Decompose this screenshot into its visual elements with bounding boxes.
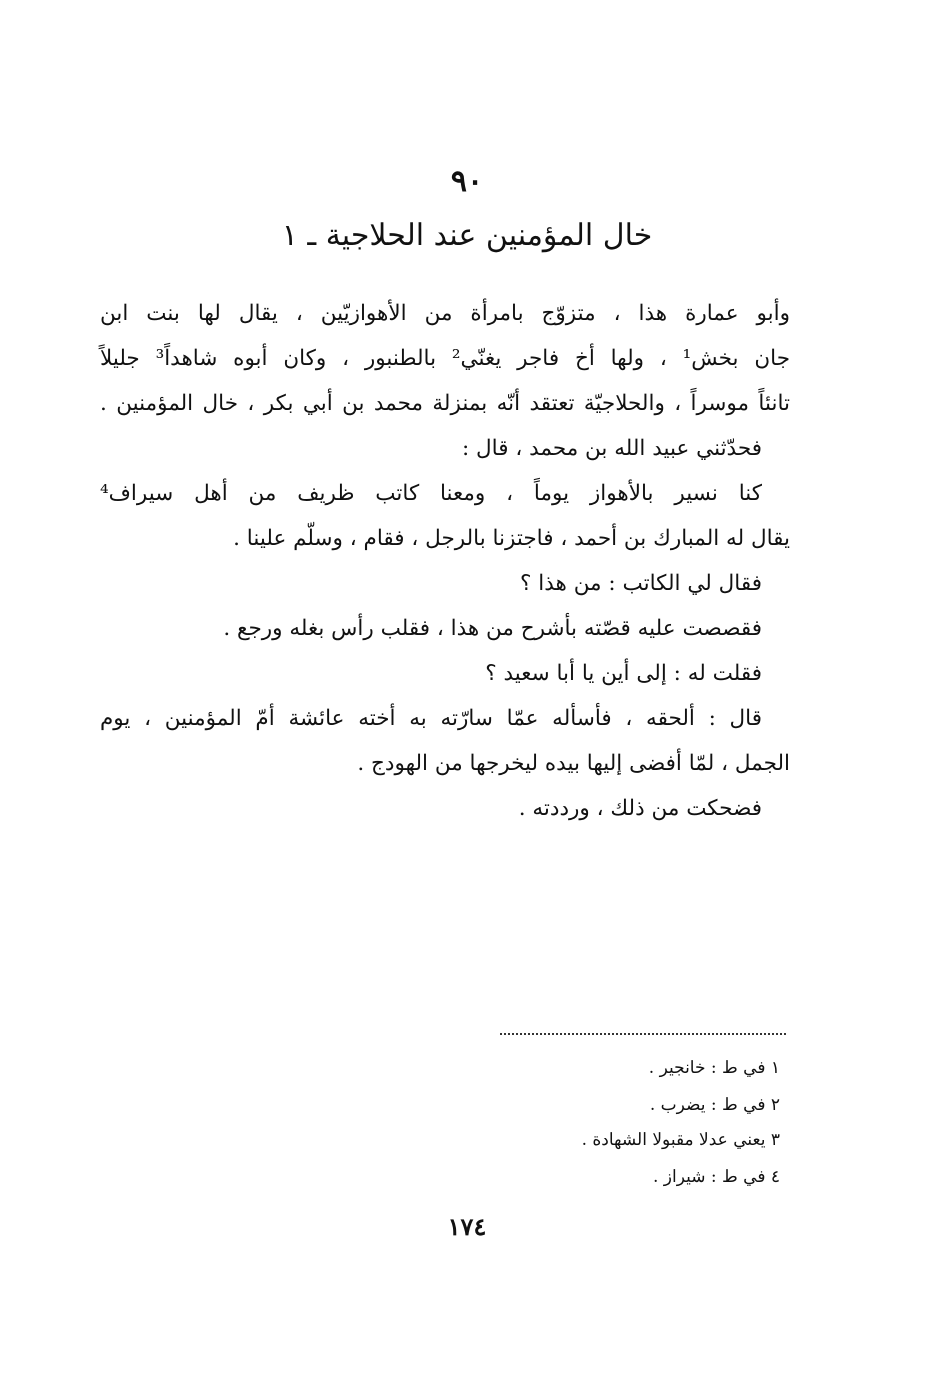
footnote: ٣ يعني عدلا مقبولا الشهادة . — [581, 1130, 780, 1150]
body-line: جان بخش¹ ، ولها أخ فاجر يغنّي² بالطنبور ، وكان أبوه شاهداً³ جليلاً — [100, 346, 790, 371]
body-line: فحدّثني عبيد الله بن محمد ، قال : — [461, 436, 762, 461]
footnote: ٤ في ط : شيراز . — [653, 1167, 780, 1187]
footnote: ١ في ط : خانجير . — [648, 1058, 780, 1078]
body-line: فقال لي الكاتب : من هذا ؟ — [520, 571, 762, 596]
section-title: خال المؤمنين عند الحلاجية ـ ١ — [281, 218, 653, 253]
body-line: الجمل ، لمّا أفضى إليها بيده ليخرجها من الهودج . — [357, 751, 790, 776]
body-line: كنا نسير بالأهواز يوماً ، ومعنا كاتب ظريف من أهل سيراف⁴ — [100, 481, 762, 506]
footnote-divider — [500, 1033, 786, 1035]
body-line: يقال له المبارك بن أحمد ، فاجتزنا بالرجل ، فقام ، وسلّم علينا . — [233, 526, 790, 551]
body-line: تانئاً موسراً ، والحلاجيّة تعتقد أنّه بمنزلة محمد بن أبي بكر ، خال المؤمنين . — [100, 391, 790, 416]
section-number: ٩٠ — [450, 164, 484, 199]
body-line: وأبو عمارة هذا ، متزوّج بامرأة من الأهوازيّين ، يقال لها بنت ابن — [100, 301, 790, 326]
body-line: فقصصت عليه قصّته بأشرح من هذا ، فقلب رأس بغله ورجع . — [223, 616, 762, 641]
footnote: ٢ في ط : يضرب . — [649, 1095, 780, 1115]
body-line: فقلت له : إلى أين يا أبا سعيد ؟ — [485, 661, 762, 686]
body-line: قال : ألحقه ، فأسأله عمّا سارّته به أخته عائشة أمّ المؤمنين ، يوم — [100, 706, 762, 731]
body-line: فضحكت من ذلك ، ورددته . — [518, 796, 762, 821]
page-number: ١٧٤ — [447, 1212, 487, 1241]
